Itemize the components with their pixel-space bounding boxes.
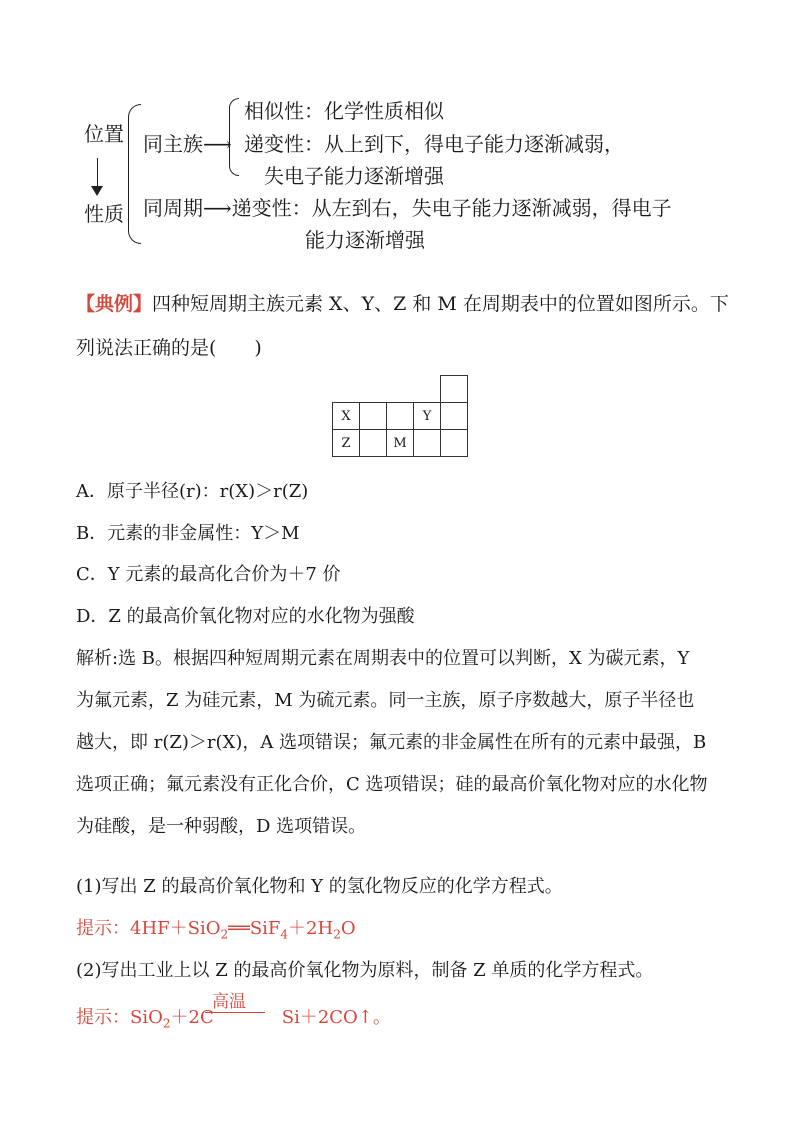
option-a: A．原子半径(r)：r(X)＞r(Z) (76, 481, 309, 502)
table-cell (441, 376, 468, 403)
table-cell (360, 403, 387, 430)
table-cell (441, 403, 468, 430)
analysis-line4: 选项正确；氟元素没有正化合价，C 选项错误；硅的最高价氧化物对应的水化物 (76, 774, 708, 795)
table-cell (414, 430, 441, 457)
right-arrow-icon: ⟶ (203, 132, 232, 156)
same-period-label: 同周期 (143, 196, 203, 220)
hint-label: 提示： (76, 918, 130, 939)
table-cell (333, 376, 360, 403)
same-group-label: 同主族 (143, 132, 203, 156)
equation-part: SiO (130, 1007, 163, 1028)
example-stem-line1 (76, 292, 729, 316)
down-arrow-icon (97, 158, 98, 188)
option-c: C．Y 元素的最高化合价为＋7 价 (76, 564, 341, 585)
equation-sub: 2 (220, 927, 229, 942)
right-arrow-icon: ⟶ (203, 196, 232, 220)
equation-part: ＋2C (170, 1007, 214, 1028)
table-cell (360, 430, 387, 457)
equation-sign: ══ (228, 918, 250, 939)
equation-part: ＋2H (288, 918, 334, 939)
hint-1 (76, 917, 356, 947)
down-arrow-head-icon (91, 186, 103, 196)
analysis-line1: 解析:选 B。根据四种短周期元素在周期表中的位置可以判断，X 为碳元素，Y (76, 648, 690, 669)
hint-label: 提示： (76, 1007, 130, 1028)
equation-part: 4HF＋SiO (130, 918, 221, 939)
table-cell: X (333, 403, 360, 430)
table-row (333, 430, 468, 457)
trend-group-text: 递变性：从上到下，得电子能力逐渐减弱， (244, 132, 624, 156)
table-cell (387, 376, 414, 403)
trend-period-text: 递变性：从左到右，失电子能力逐渐减弱，得电子 (231, 196, 672, 220)
equation-sub: 2 (162, 1016, 171, 1031)
table-cell: Y (414, 403, 441, 430)
table-cell (360, 376, 387, 403)
analysis-line2: 为氟元素，Z 为硅元素，M 为硫元素。同一主族，原子序数越大，原子半径也 (76, 690, 695, 711)
example-tag: 【典例】 (76, 293, 153, 315)
table-row (333, 376, 468, 403)
trend-group-text-cont: 失电子能力逐渐增强 (264, 164, 444, 188)
position-label: 位置 (84, 122, 124, 146)
option-d: D．Z 的最高价氧化物对应的水化物为强酸 (76, 606, 415, 627)
property-label: 性质 (84, 202, 124, 226)
analysis-line3: 越大，即 r(Z)＞r(X)，A 选项错误；氟元素的非金属性在所有的元素中最强，B (76, 732, 707, 753)
same-group-row (143, 132, 232, 156)
equation-sub: 4 (280, 927, 289, 942)
equation-part: Si＋2CO↑。 (281, 1007, 391, 1028)
option-b: B．元素的非金属性：Y＞M (76, 523, 300, 544)
table-cell: M (387, 430, 414, 457)
same-period-row (143, 196, 672, 220)
example-stem-text: 四种短周期主族元素 X、Y、Z 和 M 在周期表中的位置如图所示。下 (152, 293, 729, 315)
analysis-line5: 为硅酸，是一种弱酸，D 选项错误。 (76, 816, 367, 837)
inner-brace-icon (229, 98, 239, 176)
table-cell (387, 403, 414, 430)
table-cell (414, 376, 441, 403)
equation-part: SiF (249, 918, 281, 939)
table-row (333, 403, 468, 430)
left-brace-icon (128, 104, 141, 244)
example-stem-line2: 列说法正确的是( ) (76, 337, 262, 359)
trend-period-text-cont: 能力逐渐增强 (305, 228, 425, 252)
question-1: (1)写出 Z 的最高价氧化物和 Y 的氢化物反应的化学方程式。 (76, 876, 563, 897)
similarity-text: 相似性：化学性质相似 (244, 99, 444, 123)
periodic-table-fragment (332, 375, 468, 457)
equation-part: O (340, 918, 356, 939)
question-2: (2)写出工业上以 Z 的最高价氧化物为原料，制备 Z 单质的化学方程式。 (76, 960, 654, 981)
equation-sub: 2 (333, 927, 341, 942)
table-cell (441, 430, 468, 457)
reaction-arrow-line (205, 1012, 265, 1013)
table-cell: Z (333, 430, 360, 457)
reaction-condition: 高温 (212, 992, 246, 1012)
